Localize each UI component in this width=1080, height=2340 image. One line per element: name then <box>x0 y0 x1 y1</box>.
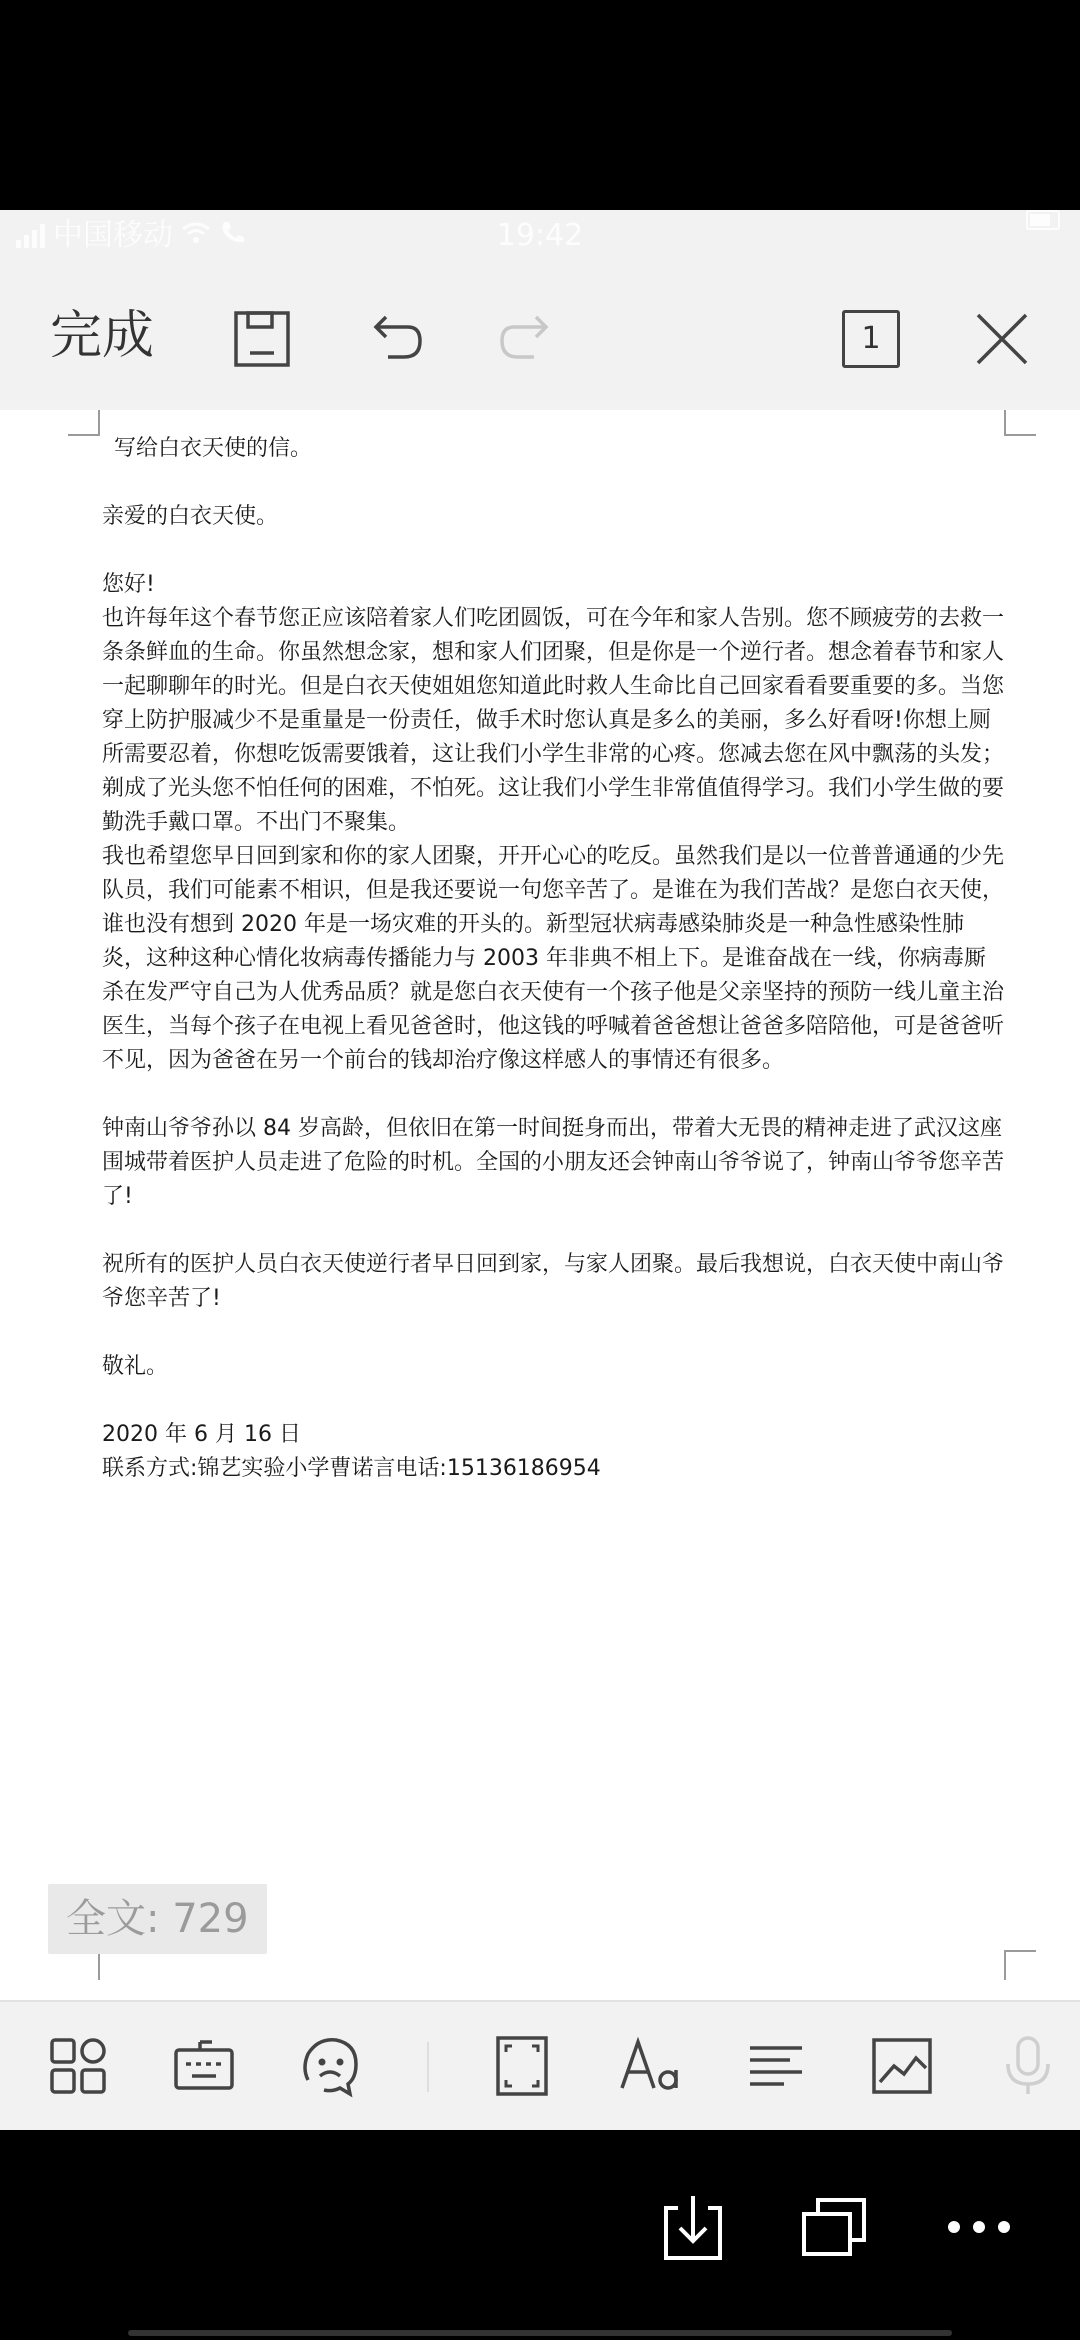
letter-paragraph: 也许每年这个春节您正应该陪着家人们吃团圆饭，可在今年和家人告别。您不顾疲劳的去救一条条鲜血的生命。你虽然想念家，想和家人们团聚，但是你是一个逆行者。想念着春节和家人一起聊聊年的时光。但是白衣天使姐姐您知道此时救人生命比自己回家看看要重要的多。当您穿上防护服减少不是重量是一份责任，做手术时您认真是多么的美丽，多么好看呀!你想上厕所需要忍着，你想吃饭需要饿着，这让我们小学生非常的心疼。您减去您在风中飘荡的头发；剃成了光头您不怕任何的困难，不怕死。这让我们小学生非常值值得学习。我们小学生做的要勤洗手戴口罩。不出门不聚集。 <box>102 606 1005 835</box>
system-nav-bar <box>0 2130 1080 2340</box>
status-bar <box>0 210 1080 262</box>
carrier-label: 中国移动 <box>53 218 173 253</box>
microphone-icon[interactable] <box>996 2034 1060 2098</box>
letter-contact: 联系方式:锦艺实验小学曹诺言电话:15136186954 <box>102 1456 601 1481</box>
top-black-area <box>0 0 1080 210</box>
done-button[interactable]: 完成 <box>50 306 155 366</box>
download-icon[interactable] <box>658 2192 728 2262</box>
paragraph-icon[interactable] <box>744 2034 808 2098</box>
bottom-toolbar <box>0 2000 1080 2130</box>
document-body[interactable] <box>102 432 1007 1486</box>
battery-icon <box>1026 210 1060 230</box>
undo-icon[interactable] <box>364 307 428 371</box>
apps-icon[interactable] <box>46 2034 110 2098</box>
toolbar-separator <box>427 2042 429 2092</box>
letter-paragraph: 我也希望您早日回到家和你的家人团聚，开开心心的吃反。虽然我们是以一位普普通通的少先队员，我们可能素不相识，但是我还要说一句您辛苦了。是谁在为我们苦战？是您白衣天使，谁也没有想到 2020 年是一场灾难的开头的。新型冠状病毒感染肺炎是一种急性感染性肺炎，这种这种心情化妆病毒传播能力与 2003 年非典不相上下。是谁奋战在一线，你病毒厮杀在发严守自己为人优秀品质？就是您白衣天使有一个孩子他是父亲坚持的预防一线儿童主治医生，当每个孩子在电视上看见爸爸时，他这钱的呼喊着爸爸想让爸爸多陪陪他，可是爸爸听不见，因为爸爸在另一个前台的钱却治疗像这样感人的事情还有很多。 <box>102 844 1005 1073</box>
letter-title: 写给白衣天使的信。 <box>114 436 313 461</box>
word-count-badge: 全文: 729 <box>48 1884 267 1954</box>
redo-icon[interactable] <box>494 307 558 371</box>
page-corner-mark <box>1004 1950 1036 1980</box>
letter-date: 2020 年 6 月 16 日 <box>102 1422 301 1447</box>
home-indicator <box>128 2330 952 2336</box>
document-page[interactable] <box>0 410 1080 2000</box>
fit-page-icon[interactable] <box>490 2034 554 2098</box>
page-corner-mark <box>68 1950 100 1980</box>
page-corner-mark <box>68 410 100 436</box>
voice-assistant-icon[interactable] <box>298 2034 362 2098</box>
letter-salutation: 亲爱的白衣天使。 <box>102 504 279 529</box>
status-right <box>1026 210 1060 230</box>
document-editor <box>0 210 1080 2130</box>
more-icon[interactable] <box>944 2192 1014 2262</box>
letter-closing: 敬礼。 <box>102 1354 169 1379</box>
top-toolbar <box>0 262 1080 412</box>
font-icon[interactable] <box>618 2034 682 2098</box>
letter-paragraph: 祝所有的医护人员白衣天使逆行者早日回到家，与家人团聚。最后我想说，白衣天使中南山爷爷您辛苦了! <box>102 1252 1005 1311</box>
keyboard-icon[interactable] <box>172 2034 236 2098</box>
page-count-button[interactable]: 1 <box>842 310 900 368</box>
close-icon[interactable] <box>970 307 1034 371</box>
letter-greeting: 您好! <box>102 572 155 597</box>
insert-image-icon[interactable] <box>870 2034 934 2098</box>
letter-paragraph: 钟南山爷爷孙以 84 岁高龄，但依旧在第一时间挺身而出，带着大无畏的精神走进了武汉这座围城带着医护人员走进了危险的时机。全国的小朋友还会钟南山爷爷说了，钟南山爷爷您辛苦了! <box>102 1116 1005 1209</box>
windows-icon[interactable] <box>800 2192 870 2262</box>
page-corner-mark <box>1004 410 1036 436</box>
status-time: 19:42 <box>496 218 584 253</box>
save-icon[interactable] <box>230 307 294 371</box>
